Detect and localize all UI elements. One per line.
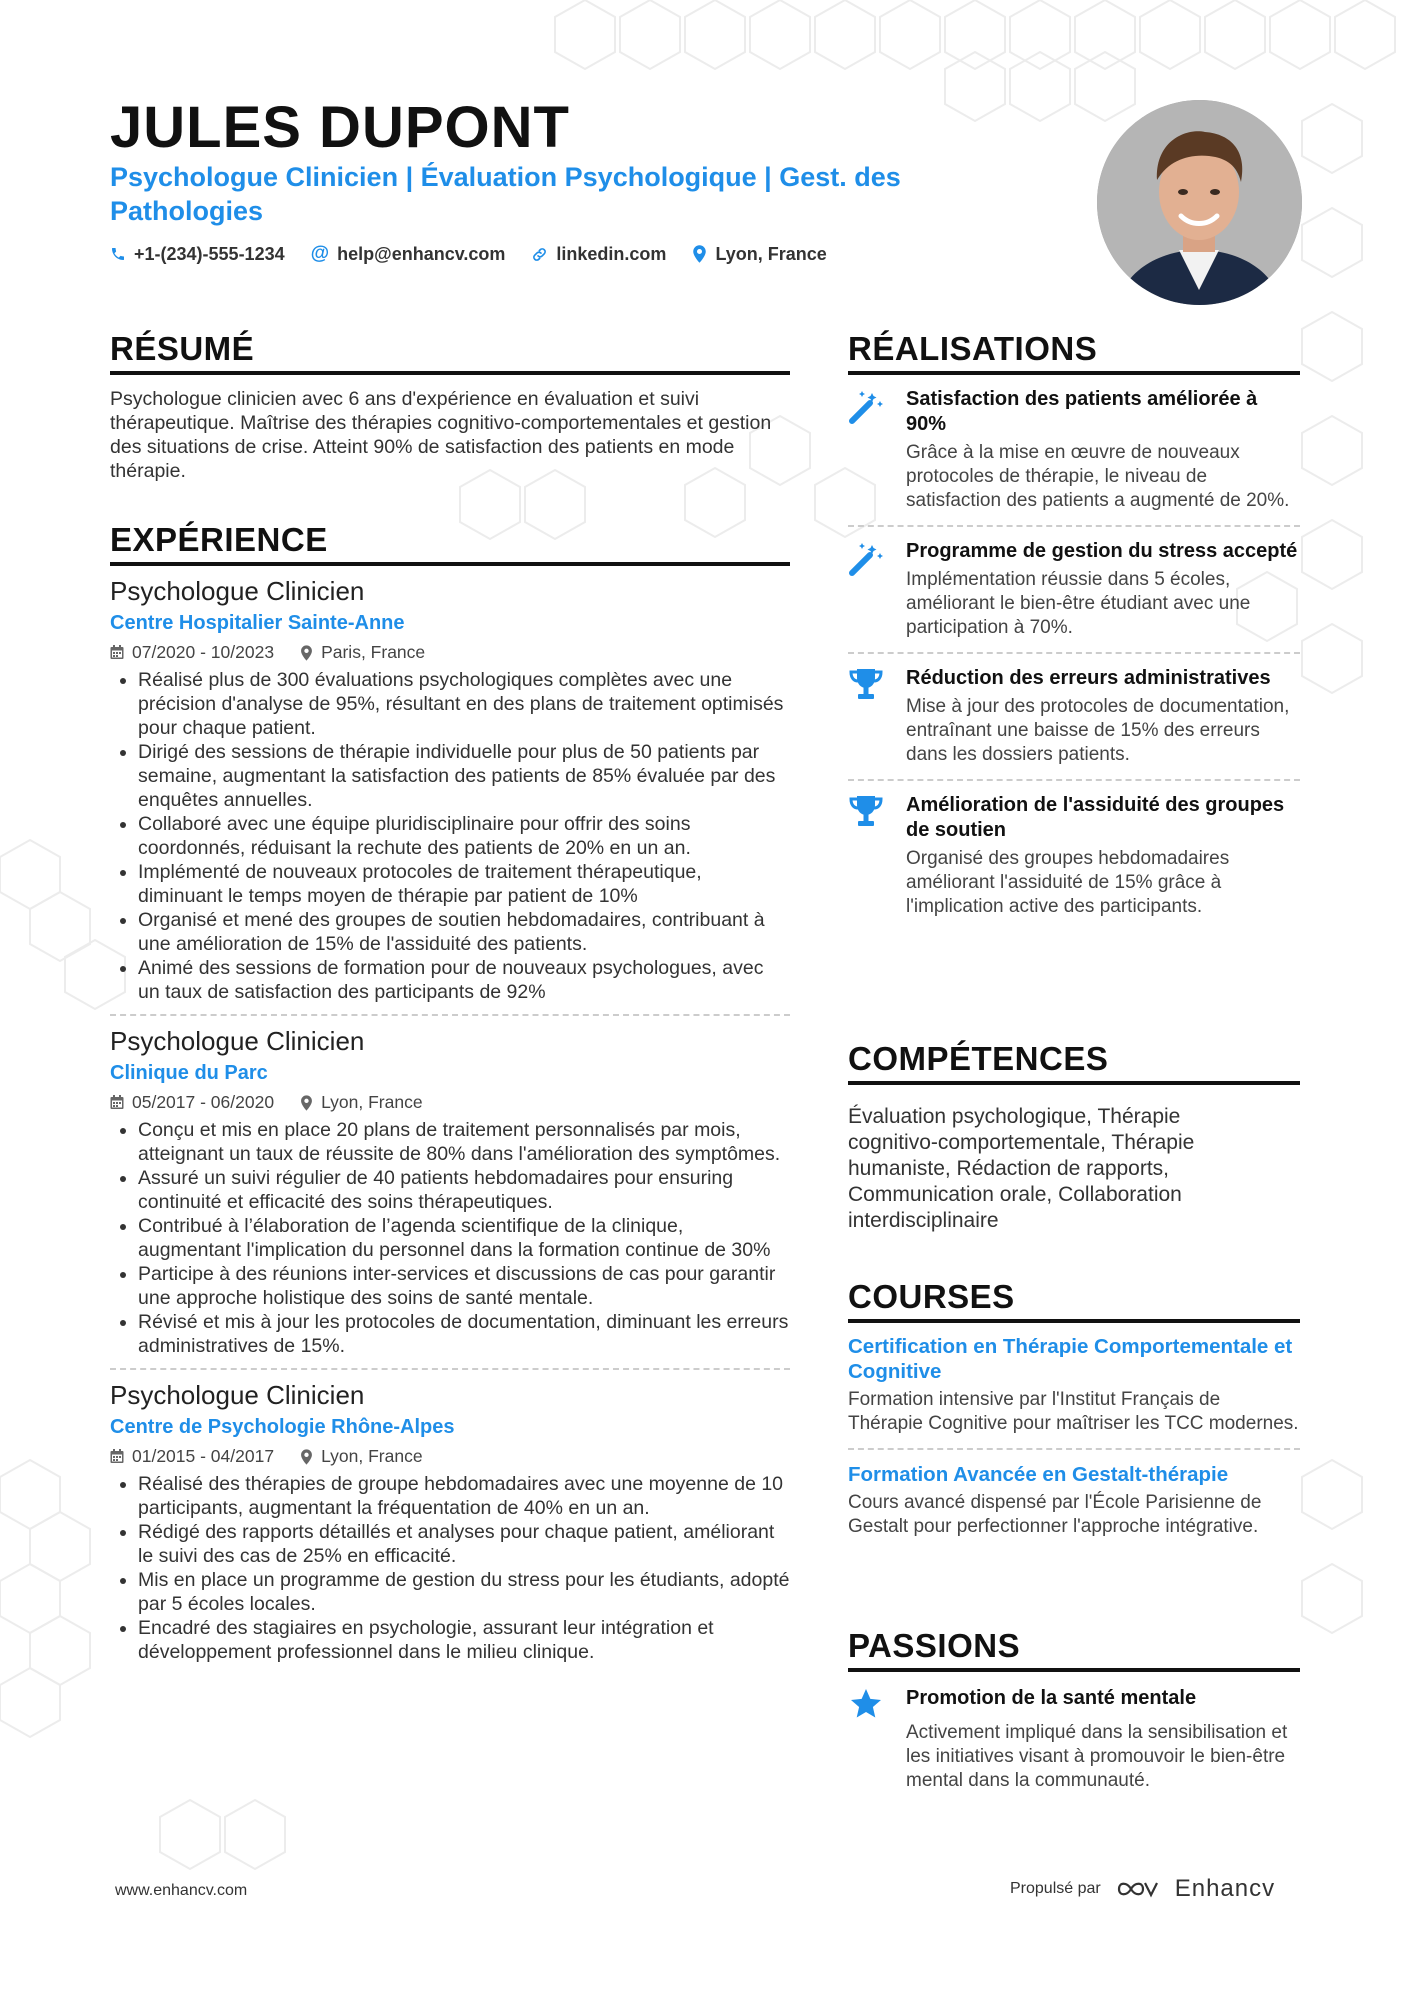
job-title: Psychologue Clinicien — [110, 576, 365, 606]
achievement-desc: Organisé des groupes hebdomadaires améliorant l'assiduité de 15% grâce à l'implication active des participants. — [906, 848, 1230, 917]
achievement-item — [848, 387, 1300, 513]
trophy-icon — [848, 666, 884, 702]
job-bullet: • Contribué à l’élaboration de l’agenda scientifique de la clinique, augmentant l'implication du personnel dans la formation continue de 30% — [138, 1214, 790, 1262]
job-bullet: • Réalisé plus de 300 évaluations psychologiques complètes avec une précision d'analyse de 95%, résultant en des plans de traitement optimisés pour chaque patient. — [138, 668, 790, 740]
job-dates: 05/2017 - 06/2020 — [132, 1092, 275, 1112]
powered-by-text: Propulsé par — [1010, 1880, 1101, 1897]
experience-heading: EXPÉRIENCE — [110, 521, 328, 558]
passion-desc: Activement impliqué dans la sensibilisation et les initiatives visant à promouvoir le bien-être mental dans la communauté. — [906, 1722, 1288, 1791]
achievement-desc: Mise à jour des protocoles de documentation, entraînant une baisse de 15% des erreurs dans les dossiers patients. — [906, 696, 1290, 765]
achievement-item — [848, 666, 1300, 767]
job-bullet: • Collaboré avec une équipe pluridisciplinaire pour offrir des soins coordonnés, réduisant la rechute des patients de 20% en un an. — [138, 812, 790, 860]
passions-divider — [848, 1668, 1300, 1672]
job-entry — [110, 1380, 790, 1664]
course-title: Certification en Thérapie Comportementale et Cognitive — [848, 1335, 1293, 1383]
skills-text: Évaluation psychologique, Thérapie cognitivo-comportementale, Thérapie humaniste, Rédaction de rapports, Communication orale, Collaboration interdisciplinaire — [848, 1105, 1195, 1232]
contact-phone[interactable] — [110, 243, 285, 265]
job-location: Paris, France — [321, 642, 426, 662]
candidate-title: Psychologue Clinicien | Évaluation Psychologique | Gest. des Pathologies — [110, 162, 901, 226]
job-separator — [110, 1014, 790, 1016]
passions-heading: PASSIONS — [848, 1627, 1021, 1664]
skills-divider — [848, 1081, 1300, 1085]
passions-list — [848, 1686, 1300, 1793]
candidate-name: JULES DUPONT — [110, 95, 570, 160]
trophy-icon — [848, 793, 884, 829]
job-separator — [110, 1368, 790, 1370]
job-bullet: • Assuré un suivi régulier de 40 patients hebdomadaires pour ensuring continuité et efficacité des soins thérapeutiques. — [138, 1166, 790, 1214]
experience-divider — [110, 562, 790, 566]
magic-wand-icon — [848, 387, 886, 425]
job-title: Psychologue Clinicien — [110, 1026, 365, 1056]
job-dates: 07/2020 - 10/2023 — [132, 642, 275, 662]
job-company: Centre de Psychologie Rhône-Alpes — [110, 1416, 455, 1438]
course-separator — [848, 1448, 1300, 1450]
calendar-icon — [110, 1095, 124, 1110]
job-title: Psychologue Clinicien — [110, 1380, 365, 1410]
course-desc: Cours avancé dispensé par l'École Parisienne de Gestalt pour perfectionner l'approche intégrative. — [848, 1492, 1262, 1537]
job-company: Centre Hospitalier Sainte-Anne — [110, 612, 405, 634]
job-bullet: • Conçu et mis en place 20 plans de traitement personnalisés par mois, atteignant un taux de réussite de 80% dans l'amélioration des symptômes. — [138, 1118, 790, 1166]
email-text: help@enhancv.com — [337, 243, 506, 264]
star-icon — [848, 1686, 884, 1722]
linkedin-text: linkedin.com — [556, 243, 667, 264]
achievement-item — [848, 793, 1300, 919]
job-bullet: • Implémenté de nouveaux protocoles de traitement thérapeutique, diminuant le temps moyen de thérapie par patient de 10% — [138, 860, 790, 908]
courses-list — [848, 1334, 1300, 1539]
achievement-item — [848, 539, 1300, 640]
location-pin-icon — [300, 1095, 313, 1111]
at-icon: @ — [310, 243, 330, 264]
summary-divider — [110, 371, 790, 375]
contact-linkedin[interactable] — [531, 243, 666, 265]
achievement-title: Amélioration de l'assiduité des groupes de soutien — [906, 794, 1285, 841]
phone-icon — [110, 246, 126, 262]
magic-wand-icon — [848, 539, 886, 577]
achievement-title: Programme de gestion du stress accepté — [906, 540, 1298, 562]
location-pin-icon — [300, 1449, 313, 1465]
achievements-heading: RÉALISATIONS — [848, 330, 1098, 367]
footer-website[interactable]: www.enhancv.com — [115, 1882, 248, 1899]
job-location: Lyon, France — [321, 1092, 423, 1112]
contact-email[interactable] — [311, 243, 506, 265]
brand-name: Enhancv — [1174, 1875, 1276, 1902]
job-meta — [110, 642, 790, 663]
achievements-divider — [848, 371, 1300, 375]
passion-title: Promotion de la santé mentale — [906, 1687, 1197, 1709]
job-meta — [110, 1092, 790, 1113]
link-icon — [531, 246, 548, 263]
summary-heading: RÉSUMÉ — [110, 330, 255, 367]
footer-powered[interactable] — [1010, 1875, 1275, 1903]
job-company: Clinique du Parc — [110, 1062, 268, 1084]
job-bullet: • Encadré des stagiaires en psychologie, assurant leur intégration et développement professionnel dans le milieu clinique. — [138, 1616, 790, 1664]
achievement-title: Satisfaction des patients améliorée à 90% — [906, 388, 1258, 435]
phone-text: +1-(234)-555-1234 — [134, 243, 285, 264]
job-bullets — [110, 668, 790, 1004]
experience-list — [110, 576, 790, 1664]
calendar-icon — [110, 1449, 124, 1464]
job-bullet: • Mis en place un programme de gestion du stress pour les étudiants, adopté par 5 écoles locales. — [138, 1568, 790, 1616]
passion-item — [848, 1686, 1300, 1793]
job-entry — [110, 1026, 790, 1358]
contact-location — [692, 243, 826, 265]
course-title: Formation Avancée en Gestalt-thérapie — [848, 1463, 1229, 1486]
achievement-title: Réduction des erreurs administratives — [906, 667, 1271, 689]
job-location: Lyon, France — [321, 1446, 423, 1466]
job-dates: 01/2015 - 04/2017 — [132, 1446, 275, 1466]
job-bullet: • Réalisé des thérapies de groupe hebdomadaires avec une moyenne de 10 participants, augmentant la fréquentation de 40% en un an. — [138, 1472, 790, 1520]
achievement-separator — [848, 525, 1300, 527]
location-text: Lyon, France — [715, 243, 827, 264]
achievement-desc: Implémentation réussie dans 5 écoles, améliorant le bien-être étudiant avec une participation à 70%. — [906, 569, 1251, 638]
calendar-icon — [110, 645, 124, 660]
job-meta — [110, 1446, 790, 1467]
course-item — [848, 1334, 1300, 1436]
job-bullet: • Révisé et mis à jour les protocoles de documentation, diminuant les erreurs administratives de 15%. — [138, 1310, 790, 1358]
job-bullet: • Organisé et mené des groupes de soutien hebdomadaires, contribuant à une amélioration de 15% de l'assiduité des patients. — [138, 908, 790, 956]
job-bullets — [110, 1118, 790, 1358]
courses-heading: COURSES — [848, 1278, 1015, 1315]
job-bullets — [110, 1472, 790, 1664]
achievements-list — [848, 387, 1300, 919]
job-bullet: • Participe à des réunions inter-services et discussions de cas pour garantir une approche holistique des soins de santé mentale. — [138, 1262, 790, 1310]
location-pin-icon — [692, 245, 707, 263]
job-bullet: • Animé des sessions de formation pour de nouveaux psychologues, avec un taux de satisfaction des participants de 92% — [138, 956, 790, 1004]
contact-bar — [110, 243, 827, 265]
summary-text: Psychologue clinicien avec 6 ans d'expérience en évaluation et suivi thérapeutique. Maîtrise des thérapies cognitivo-comportementales et gestion des situations de crise. Atteint 90% de satisfaction des patients en mode thérapie. — [110, 388, 772, 482]
job-entry — [110, 576, 790, 1004]
course-item — [848, 1462, 1300, 1539]
skills-heading: COMPÉTENCES — [848, 1040, 1109, 1077]
enhancv-logo-icon — [1115, 1877, 1161, 1901]
achievement-desc: Grâce à la mise en œuvre de nouveaux protocoles de thérapie, le niveau de satisfaction des patients a augmenté de 20%. — [906, 442, 1290, 511]
job-bullet: • Rédigé des rapports détaillés et analyses pour chaque patient, améliorant le suivi des cas de 25% en efficacité. — [138, 1520, 790, 1568]
job-bullet: • Dirigé des sessions de thérapie individuelle pour plus de 50 patients par semaine, augmentant la satisfaction des patients de 85% évaluée par des enquêtes annuelles. — [138, 740, 790, 812]
course-desc: Formation intensive par l'Institut Français de Thérapie Cognitive pour maîtriser les TCC modernes. — [848, 1389, 1299, 1434]
achievement-separator — [848, 652, 1300, 654]
courses-divider — [848, 1319, 1300, 1323]
achievement-separator — [848, 779, 1300, 781]
location-pin-icon — [300, 645, 313, 661]
profile-photo — [1097, 100, 1302, 305]
